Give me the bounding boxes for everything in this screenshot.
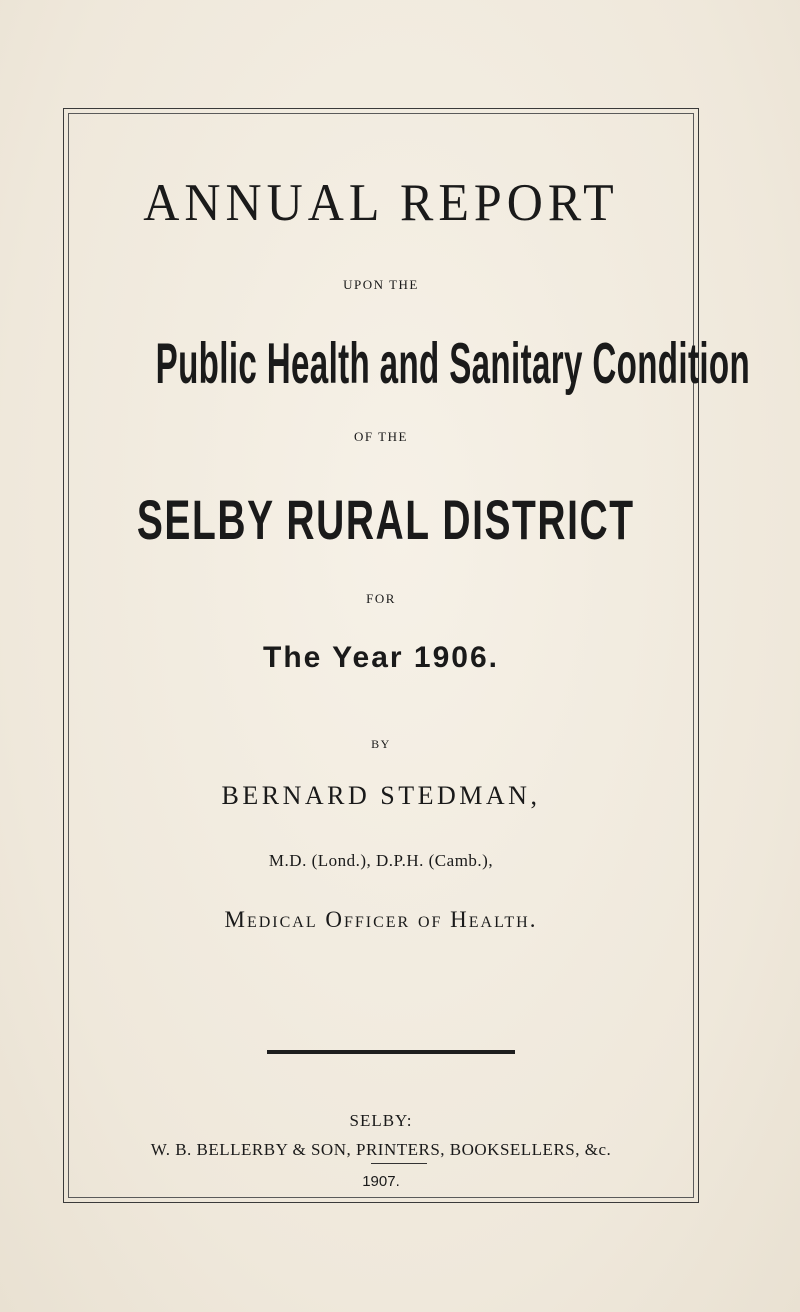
publication-year: 1907. <box>362 1173 400 1190</box>
author-degrees: M.D. (Lond.), D.P.H. (Camb.), <box>268 851 494 870</box>
upon-the-label: UPON THE <box>343 277 419 292</box>
short-divider-rule <box>371 1163 427 1164</box>
of-the-label: OF THE <box>354 429 408 444</box>
divider-rule <box>267 1050 515 1054</box>
for-label: FOR <box>366 591 396 606</box>
imprint-printer: W. B. BELLERBY & SON, PRINTERS, BOOKSELLERS, &c. <box>150 1140 612 1159</box>
report-year: The Year 1906. <box>263 641 499 674</box>
district-name: SELBY RURAL DISTRICT <box>136 488 635 552</box>
report-title: ANNUAL REPORT <box>143 172 619 232</box>
by-label: BY <box>371 737 391 751</box>
imprint-place: SELBY: <box>349 1111 413 1130</box>
author-office: Medical Officer of Health. <box>224 907 538 932</box>
author-name: BERNARD STEDMAN, <box>221 781 541 810</box>
report-subject: Public Health and Sanitary Condition <box>155 330 751 396</box>
